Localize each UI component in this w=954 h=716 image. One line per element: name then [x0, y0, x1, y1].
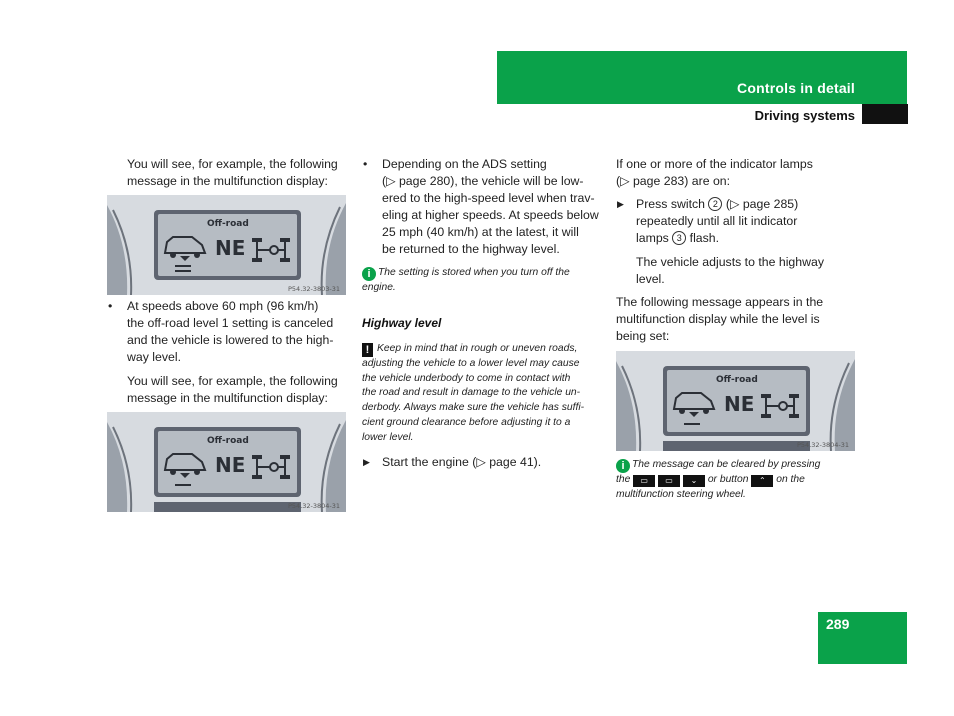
- text-line: At speeds above 60 mph (96 km/h): [127, 299, 319, 313]
- text-line: The vehicle adjusts to the highway: [636, 255, 824, 269]
- step-arrow-icon: ▶: [363, 457, 370, 467]
- header-marker: [862, 104, 908, 124]
- warning-note: [362, 342, 607, 445]
- text-line: ered to the high-speed level when trav-: [382, 191, 595, 205]
- col2-bullet: [363, 156, 607, 258]
- display-mode-text: Off-road: [716, 375, 758, 385]
- text-line: repeatedly until all lit indicator: [636, 214, 798, 228]
- info-icon: i: [616, 459, 630, 473]
- page-number: 289: [826, 616, 850, 632]
- display-previous-button-icon: ▭: [633, 475, 655, 487]
- info-icon: i: [362, 267, 376, 281]
- col3-intro: [616, 156, 856, 190]
- text-line: being set:: [616, 329, 670, 343]
- text-line: level.: [636, 272, 665, 286]
- text-line: be returned to the highway level.: [382, 242, 560, 256]
- text-line: eling at higher speeds. At speeds below: [382, 208, 599, 222]
- figure-code: P54.32-3803-31: [288, 285, 341, 293]
- display-figure-3: [616, 351, 855, 451]
- page-reference[interactable]: (▷ page 280), the vehicle will be low-: [382, 174, 584, 188]
- text-line: the road and result in damage to the vehicle un-: [362, 387, 581, 399]
- text-line: You will see, for example, the following: [127, 157, 338, 171]
- info-note-2: [616, 458, 856, 502]
- text-line: way level.: [127, 350, 181, 364]
- text-line: the vehicle underbody to come in contact with: [362, 372, 571, 384]
- figure-code: P54.32-3804-31: [288, 502, 341, 510]
- text-line: Keep in mind that in rough or uneven roads,: [377, 343, 578, 354]
- text-line: The following message appears in the: [616, 295, 824, 309]
- text-line: message in the multifunction display:: [127, 391, 328, 405]
- text-line: message in the multifunction display:: [127, 174, 328, 188]
- header-band: [497, 51, 907, 104]
- text-span: the: [616, 474, 631, 485]
- callout-number-icon: 2: [708, 197, 722, 211]
- col1-intro: [127, 156, 352, 190]
- text-line: derbody. Always make sure the vehicle has suffi-: [362, 402, 585, 414]
- text-line: If one or more of the indicator lamps: [616, 157, 813, 171]
- display-figure-2: [107, 412, 346, 512]
- text-span: lamps: [636, 231, 669, 245]
- step-result: [636, 254, 856, 288]
- chevron-down-button-icon: ⌄: [683, 475, 705, 487]
- text-line: multifunction steering wheel.: [616, 488, 746, 500]
- text-line: Depending on the ADS setting: [382, 157, 547, 171]
- col1-bullet: [108, 298, 352, 366]
- display-mode-text: Off-road: [207, 436, 249, 446]
- callout-number-icon: 3: [672, 231, 686, 245]
- col3-second-intro: [616, 294, 856, 345]
- col1-second-intro: [127, 373, 352, 407]
- display-next-button-icon: ▭: [658, 475, 680, 487]
- text-line: lower level.: [362, 431, 414, 443]
- display-gear-text: NE: [215, 453, 246, 477]
- display-gear-text: NE: [215, 236, 246, 260]
- page-reference[interactable]: Start the engine (▷ page 41).: [382, 455, 542, 469]
- bullet-dot: •: [363, 157, 368, 171]
- subsection-title: Driving systems: [754, 108, 855, 123]
- text-span: flash.: [689, 231, 720, 245]
- page-reference[interactable]: (▷ page 283) are on:: [616, 174, 731, 188]
- page-reference[interactable]: (▷ page 285): [725, 197, 799, 211]
- bullet-dot: •: [108, 299, 113, 313]
- text-line: The setting is stored when you turn off the: [378, 267, 570, 278]
- step-arrow-icon: ▶: [617, 199, 624, 209]
- display-gear-text: NE: [724, 392, 755, 416]
- text-line: engine.: [362, 282, 396, 293]
- section-title: Controls in detail: [737, 80, 855, 96]
- text-line: 25 mph (40 km/h) at the latest, it will: [382, 225, 579, 239]
- display-figure-1: [107, 195, 346, 295]
- text-span: Press switch: [636, 197, 706, 211]
- text-line: The message can be cleared by pressing: [632, 459, 821, 470]
- text-line: cient ground clearance before adjusting it to a: [362, 416, 571, 428]
- text-line: the off-road level 1 setting is canceled: [127, 316, 334, 330]
- text-line: adjusting the vehicle to a lower level may cause: [362, 358, 580, 369]
- section-heading: Highway level: [362, 316, 442, 330]
- text-line: and the vehicle is lowered to the high-: [127, 333, 334, 347]
- figure-code: P54.32-3804-31: [797, 441, 850, 449]
- display-mode-text: Off-road: [207, 219, 249, 229]
- text-line: You will see, for example, the following: [127, 374, 338, 388]
- warning-icon: !: [362, 343, 373, 357]
- step-press-switch: [617, 196, 856, 247]
- chevron-up-button-icon: ⌃: [751, 475, 773, 487]
- text-span: on the: [776, 474, 805, 485]
- text-line: multifunction display while the level is: [616, 312, 820, 326]
- step-start-engine: [363, 454, 607, 471]
- info-note-1: [362, 266, 607, 296]
- text-span: or button: [707, 474, 749, 485]
- page-number-box: [818, 612, 907, 664]
